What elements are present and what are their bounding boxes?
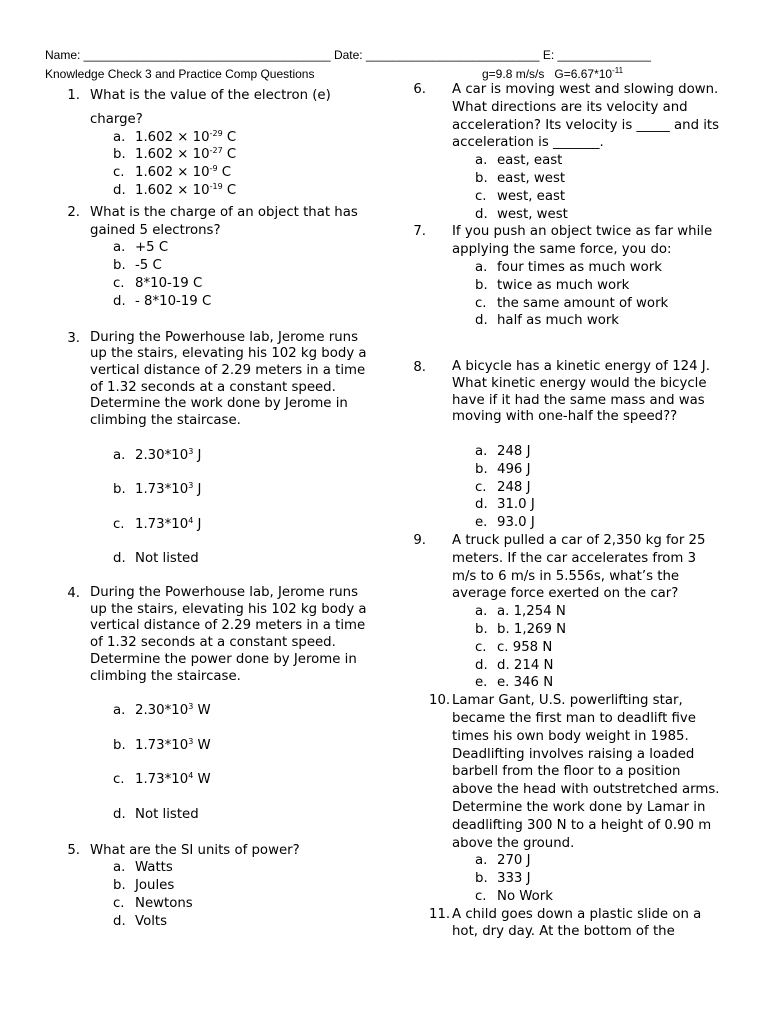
option-d: d. 31.0 J <box>475 497 535 513</box>
left-column <box>0 87 384 931</box>
question-text: What is the charge of an object that has gained 5 electrons? <box>90 204 358 238</box>
option-a: a. $1.602 \times 10^{-29}$ C <box>113 128 237 145</box>
option-a: a. 270 J <box>475 853 531 869</box>
question-text: A bicycle has a kinetic energy of 124 J. What kinetic energy would the bicycle have if it had the same mass and was moving with one-half the speed?? <box>452 359 710 425</box>
question-text: If you push an object twice as far while applying the same force, you do: <box>452 224 713 258</box>
question-text: Lamar Gant, U.S. powerlifting star, became the first man to deadlift five times his own body weight in 1985. Deadlifting involves raising a loaded barbell from the floor to a position above the head with outstretched arms. Determine the work done by Lamar in deadlifting 300 N to a height of 0.90 m above the ground. <box>452 693 720 851</box>
option-a: a. four times as much work <box>475 259 662 275</box>
question-1 <box>0 87 384 200</box>
option-e: e. 93.0 J <box>475 515 535 531</box>
page-title: Knowledge Check 3 and Practice Comp Questions <box>45 67 315 81</box>
option-c: c. $1.73*10^4$ J <box>113 515 202 532</box>
option-a: a. Watts <box>113 860 173 876</box>
option-d: d. d. 214 N <box>475 657 554 673</box>
options <box>475 443 768 532</box>
options <box>475 152 768 223</box>
option-b: b. twice as much work <box>475 277 630 293</box>
option-a: a. +5 C <box>113 240 169 256</box>
option-a: a. east, east <box>475 153 563 169</box>
question-8: 8. A bicycle has a kinetic energy of 124 J. What kinetic energy would the bicycle have if it had the same mass and was moving with one-half the speed?? a. 248 J b. 496 J c. 248 J d. 31.0 J e. 93.0 J <box>384 359 768 532</box>
option-a: a. $2.30*10^3$ W <box>113 702 211 719</box>
option-c: c. west, east <box>475 188 566 204</box>
gravitational-constant: G=6.67*10 <box>554 67 613 81</box>
options <box>113 129 384 200</box>
question-text: A car is moving west and slowing down. What directions are its velocity and acceleration? Its velocity is _____ and its acceleration is _______. <box>452 82 720 151</box>
option-b: b. b. 1,269 N <box>475 621 567 637</box>
option-c: c. 8*10-19 C <box>113 275 203 291</box>
option-a: a. 248 J <box>475 443 531 459</box>
option-c: c. 248 J <box>475 479 531 495</box>
options <box>113 239 384 310</box>
question-2: 2. What is the charge of an object that has gained 5 electrons? a. +5 C b. -5 C c. 8*10-19 C d. - 8*10-19 C <box>0 204 384 311</box>
option-c: c. No Work <box>475 888 553 904</box>
constants <box>482 67 623 81</box>
option-b: b. $1.73*10^3$ J <box>113 481 202 498</box>
question-3: 3. During the Powerhouse lab, Jerome runs up the stairs, elevating his 102 kg body a vertical distance of 2.29 meters in a time of 1.32 seconds at a constant speed. Determine the work done by Jerome in climbing the staircase. a. $2.30*10^3$ J b. $1.73*10^3$ J c. $1.73*10^4$ J d. Not listed <box>0 330 384 569</box>
option-b: b. -5 C <box>113 258 162 274</box>
gravitational-constant-exponent: -11 <box>612 66 624 75</box>
option-c: c. Newtons <box>113 895 193 911</box>
options <box>113 702 384 823</box>
question-5: 5. What are the SI units of power? a. Watts b. Joules c. Newtons d. Volts <box>0 842 384 931</box>
option-d: d. $1.602 \times 10^{-19}$ C <box>113 181 237 198</box>
options <box>113 859 384 930</box>
question-6: 6. A car is moving west and slowing down. What directions are its velocity and acceleration? Its velocity is _____ and its acceleration is _______. a. east, east b. east, west c. west, east d. west, west <box>384 81 768 223</box>
question-11: 11. A child goes down a plastic slide on a hot, dry day. At the bottom of the <box>384 906 768 942</box>
option-a: a. a. 1,254 N <box>475 604 566 620</box>
question-7: 7. If you push an object twice as far while applying the same force, you do: a. four times as much work b. twice as much work c. the same amount of work d. half as much work <box>384 223 768 330</box>
option-d: d. west, west <box>475 206 568 222</box>
option-c: c. c. 958 N <box>475 639 553 655</box>
right-column <box>384 81 768 941</box>
question-text: What are the SI units of power? <box>90 842 300 858</box>
question-10: 10. Lamar Gant, U.S. powerlifting star, became the first man to deadlift five times his own body weight in 1985. Deadlifting involves raising a loaded barbell from the floor to a position above the head with outstretched arms. Determine the work done by Lamar in deadlifting 300 N to a height of 0.90 m above the ground. a. 270 J b. 333 J c. No Work <box>384 692 768 906</box>
options <box>475 852 768 905</box>
options <box>113 447 384 568</box>
option-c: c. $1.602 \times 10^{-9}$ C <box>113 164 232 181</box>
question-4: 4. During the Powerhouse lab, Jerome runs up the stairs, elevating his 102 kg body a vertical distance of 2.29 meters in a time of 1.32 seconds at a constant speed. Determine the power done by Jerome in climbing the staircase. a. $2.30*10^3$ W b. $1.73*10^3$ W c. $1.73*10^4$ W d. Not listed <box>0 585 384 824</box>
option-d: d. - 8*10-19 C <box>113 293 212 309</box>
gravity-constant: g=9.8 m/s/s <box>482 67 545 81</box>
option-b: b. $1.73*10^3$ W <box>113 736 211 753</box>
option-d: d. half as much work <box>475 313 620 329</box>
question-text: What is the value of the electron (e) <box>90 88 331 103</box>
option-b: b. 496 J <box>475 461 531 477</box>
name-date-line: Name: _____________________________________ Date: __________________________ E: ______________ <box>45 48 651 62</box>
question-text: A child goes down a plastic slide on a hot, dry day. At the bottom of the <box>452 906 702 940</box>
option-b: b. Joules <box>113 878 175 894</box>
options <box>475 603 768 692</box>
option-c: c. the same amount of work <box>475 295 669 311</box>
question-number: 1. <box>67 88 80 103</box>
option-d: d. Volts <box>113 913 168 929</box>
option-b: b. $1.602 \times 10^{-27}$ C <box>113 146 237 163</box>
question-text: A truck pulled a car of 2,350 kg for 25 meters. If the car accelerates from 3 m/s to 6 m/s in 5.556s, what’s the average force exerted on the car? <box>452 532 706 602</box>
option-e: e. e. 346 N <box>475 675 554 691</box>
question-text: During the Powerhouse lab, Jerome runs up the stairs, elevating his 102 kg body a vertical distance of 2.29 meters in a time of 1.32 seconds at a constant speed. Determine the power done by Jerome in climbing the staircase. <box>90 585 367 684</box>
option-c: c. $1.73*10^4$ W <box>113 771 211 788</box>
question-text-continued: charge? <box>90 111 143 127</box>
question-9: 9. A truck pulled a car of 2,350 kg for 25 meters. If the car accelerates from 3 m/s to 6 m/s in 5.556s, what’s the average force exerted on the car? a. a. 1,254 N b. b. 1,269 N c. c. 958 N d. d. 214 N e. e. 346 N <box>384 532 768 692</box>
option-d: d. Not listed <box>113 806 199 822</box>
option-d: d. Not listed <box>113 551 199 567</box>
option-b: b. 333 J <box>475 871 531 887</box>
question-text: During the Powerhouse lab, Jerome runs up the stairs, elevating his 102 kg body a vertical distance of 2.29 meters in a time of 1.32 seconds at a constant speed. Determine the work done by Jerome in climbing the staircase. <box>90 329 367 429</box>
options <box>475 259 768 330</box>
option-b: b. east, west <box>475 170 566 186</box>
option-a: a. $2.30*10^3$ J <box>113 446 202 463</box>
